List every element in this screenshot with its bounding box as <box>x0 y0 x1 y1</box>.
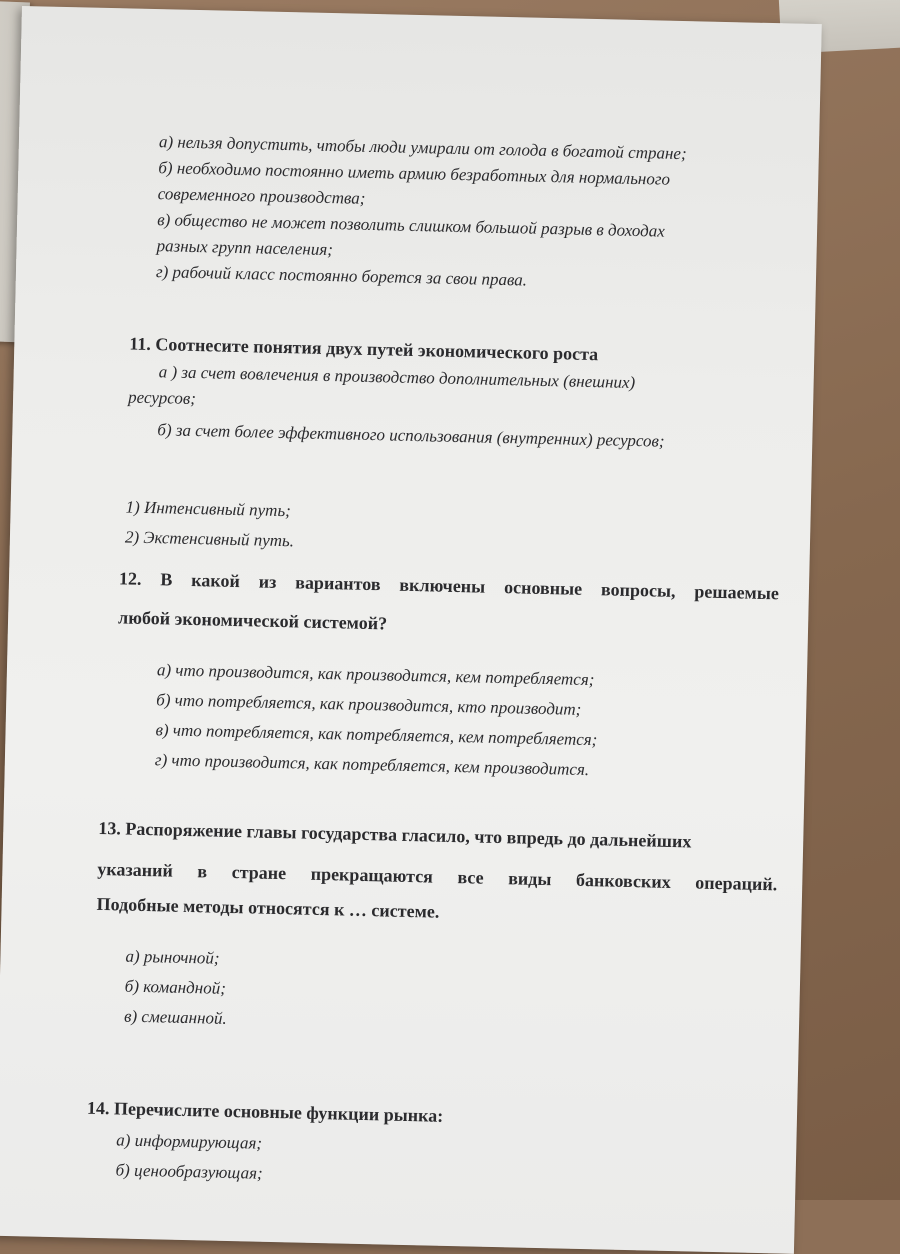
question-13-title-line2: указаний в стране прекращаются все виды банковских операций. <box>97 858 778 895</box>
question-13 <box>94 818 779 1046</box>
question-13-title-line1: 13. Распоряжение главы государства гласило, что впредь до дальнейших <box>98 817 692 852</box>
question-13-options <box>94 941 776 1046</box>
answer-line: 2) Экстенсивный путь. <box>124 527 295 551</box>
question-14 <box>85 1098 443 1193</box>
option-line: б) что потребляется, как производится, кто производит; <box>156 690 582 719</box>
option-line: а) что производится, как производится, кем потребляется; <box>156 660 595 690</box>
option-line: а ) за счет вовлечения в производство дополнительных (внешних) <box>158 362 636 393</box>
option-line: ресурсов; <box>127 387 197 409</box>
answer-line: 1) Интенсивный путь; <box>125 497 292 521</box>
question-11 <box>125 334 667 563</box>
option-line: в) что потребляется, как потребляется, кем потребляется; <box>155 720 598 750</box>
option-line: а) рыночной; <box>125 946 220 968</box>
question-12 <box>115 568 780 789</box>
option-line: г) что производится, как потребляется, кем производится. <box>154 750 590 780</box>
question-10-options <box>156 129 687 297</box>
question-11-title: 11. Соотнесите понятия двух путей экономического роста <box>129 333 599 365</box>
option-line: в) смешанной. <box>123 1006 227 1028</box>
option-line: в) общество не может позволить слишком большой разрыв в доходах <box>156 210 665 241</box>
question-12-options <box>115 654 778 789</box>
option-line: а) информирующая; <box>116 1130 263 1153</box>
option-line: а) нельзя допустить, чтобы люди умирали от голода в богатой стране; <box>158 132 687 164</box>
document-page <box>0 6 822 1254</box>
option-line: г) рабочий класс постоянно борется за свои права. <box>155 262 528 290</box>
option-line: б) за счет более эффективного использования (внутренних) ресурсов; <box>157 420 665 451</box>
option-line: современного производства; <box>157 184 366 208</box>
question-13-title-line3: Подобные методы относятся к … системе. <box>96 893 440 922</box>
question-14-options <box>85 1125 443 1193</box>
option-line: разных групп населения; <box>156 236 334 260</box>
option-line: б) ценообразующая; <box>115 1160 263 1183</box>
question-12-title-line1: 12. В какой из вариантов включены основные вопросы, решаемые <box>118 568 780 604</box>
question-14-title: 14. Перечислите основные функции рынка: <box>86 1097 444 1126</box>
question-12-title-line2: любой экономической системой? <box>117 607 388 634</box>
page-content <box>86 129 819 1183</box>
option-line: б) необходимо постоянно иметь армию безработных для нормального <box>158 158 671 189</box>
option-line: б) командной; <box>124 976 227 998</box>
